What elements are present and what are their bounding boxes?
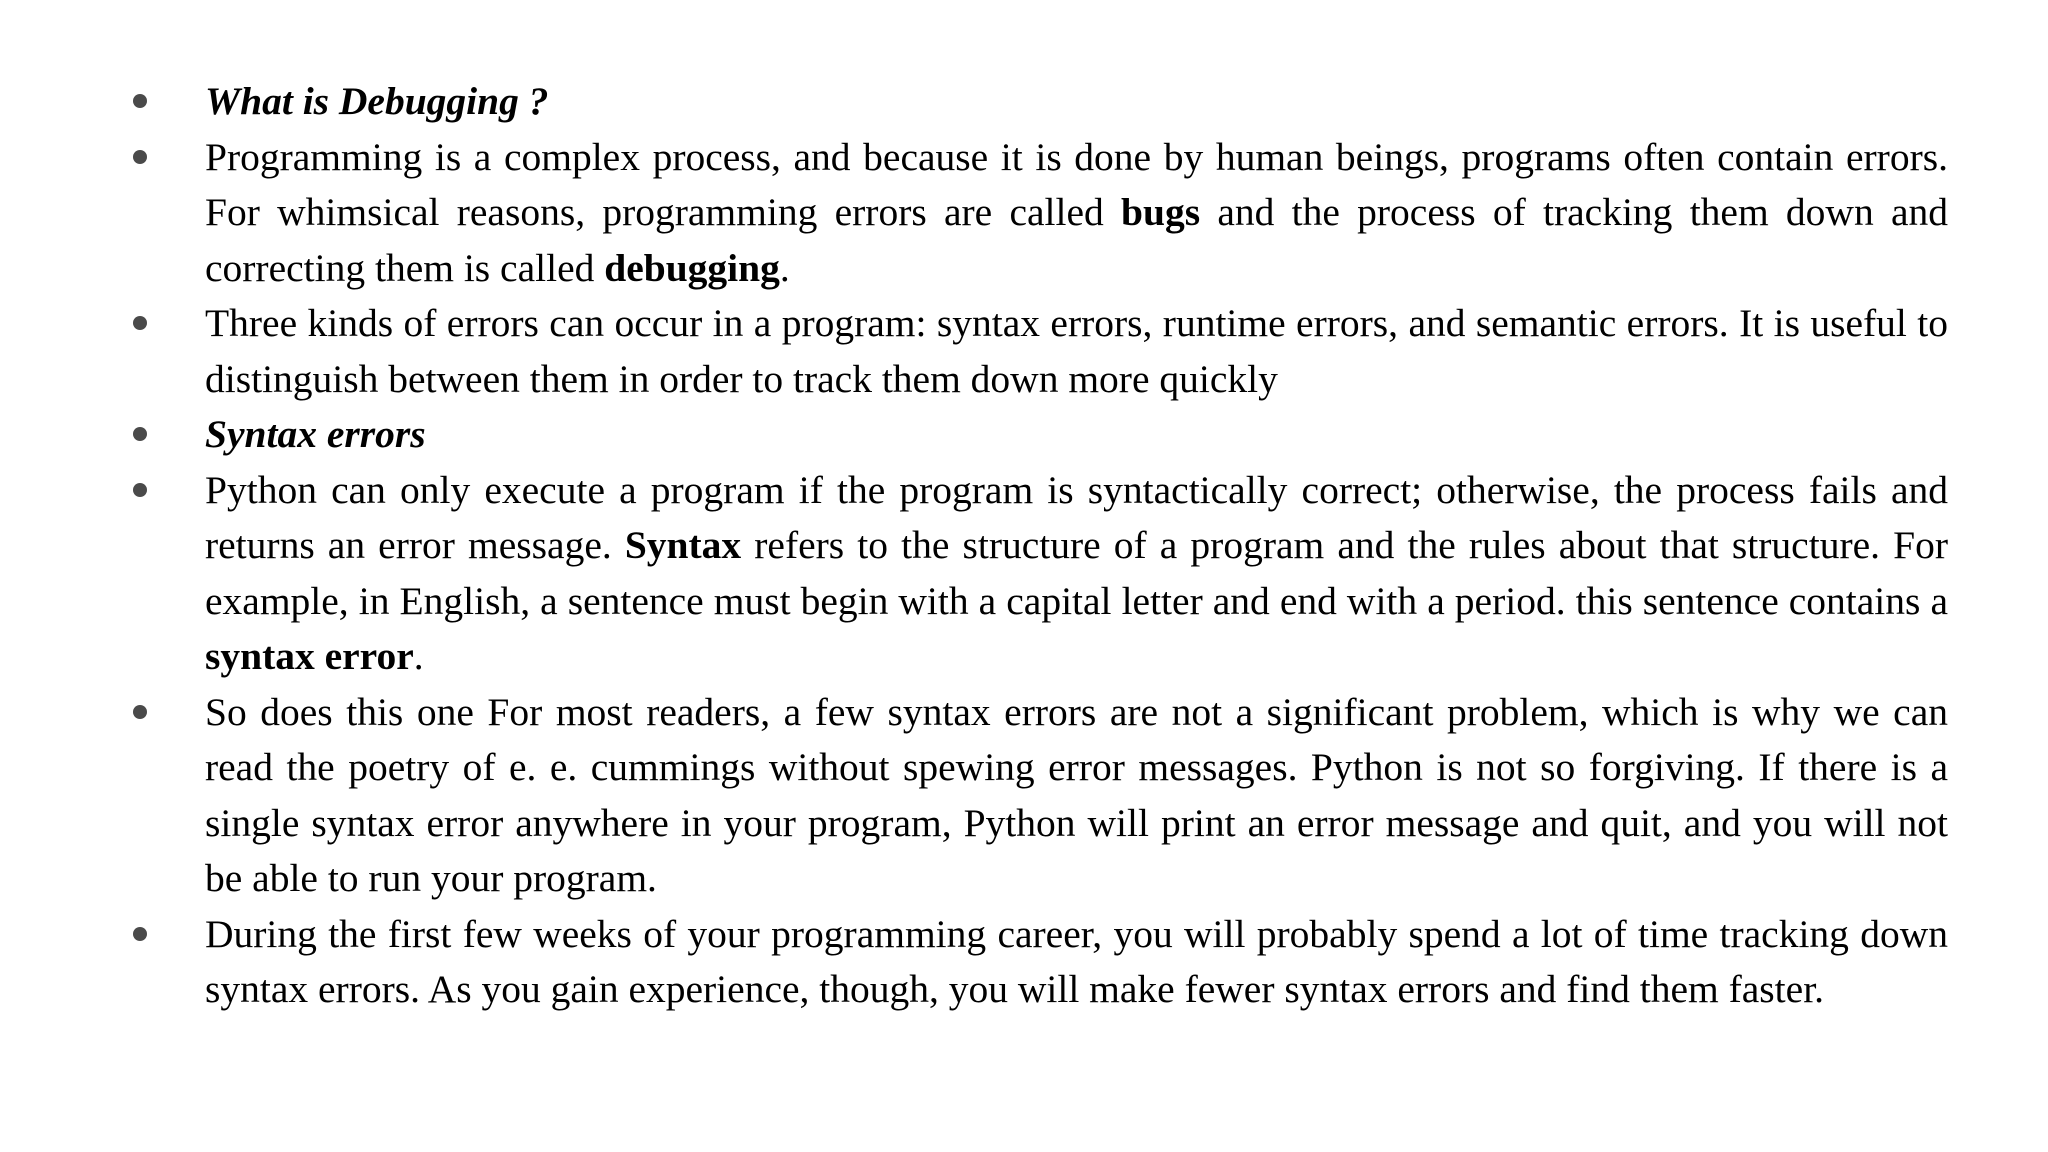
list-item-python-syntax — [133, 463, 1948, 685]
bullet-icon — [133, 94, 147, 108]
text-run: and the process of tracking them down and correcting them is called — [205, 190, 1948, 290]
text-run: Programming is a complex process, and because it is done by human beings, programs often contain errors. For whimsical reasons, programming errors are called — [205, 134, 1948, 234]
heading-syntax-errors: Syntax errors — [205, 412, 426, 456]
heading-what-is-debugging: What is Debugging ? — [205, 79, 549, 123]
bold-term-syntax: Syntax — [624, 523, 742, 567]
bold-term-bugs: bugs — [1121, 190, 1201, 234]
list-item-three-kinds — [133, 296, 1948, 407]
list-item-so-does-this-one — [133, 685, 1948, 907]
bullet-icon — [133, 483, 147, 497]
list-item-heading-syntax-errors — [133, 407, 1948, 463]
bullet-icon — [133, 316, 147, 330]
bold-term-syntax-error: syntax error — [205, 634, 414, 678]
bullet-list — [133, 74, 1948, 1018]
list-item-programming-errors — [133, 130, 1948, 297]
text-run: . — [413, 634, 424, 678]
paragraph-python-syntax — [205, 463, 1948, 685]
text-run: . — [779, 245, 790, 290]
bullet-icon — [133, 427, 147, 441]
list-item-heading-debugging — [133, 74, 1948, 130]
paragraph-programming-errors — [205, 130, 1948, 297]
bullet-icon — [133, 150, 147, 164]
bullet-icon — [133, 927, 147, 941]
paragraph-three-kinds-of-errors: Three kinds of errors can occur in a program: syntax errors, runtime errors, and semantic errors. It is useful to distinguish between them in order to track them down more quickly — [205, 301, 1948, 401]
paragraph-so-does-this-one: So does this one For most readers, a few syntax errors are not a significant problem, which is why we can read the poetry of e. e. cummings without spewing error messages. Python is not so forgiving. If there is a single syntax error anywhere in your program, Python will print an error message and quit, and you will not be able to run your program. — [205, 689, 1948, 900]
bullet-icon — [133, 705, 147, 719]
text-run: Python can only execute a program if the program is syntactically correct; otherwise, the process fails and returns an error message. — [205, 467, 1948, 567]
text-run: refers to the structure of a program and the rules about that structure. For example, in English, a sentence must begin with a capital letter and end with a period. this sentence contains a — [205, 523, 1948, 623]
paragraph-first-few-weeks: During the first few weeks of your programming career, you will probably spend a lot of time tracking down syntax errors. As you gain experience, though, you will make fewer syntax errors and find them faster. — [205, 911, 1948, 1011]
list-item-first-few-weeks — [133, 907, 1948, 1018]
bold-term-debugging: debugging — [604, 245, 780, 290]
